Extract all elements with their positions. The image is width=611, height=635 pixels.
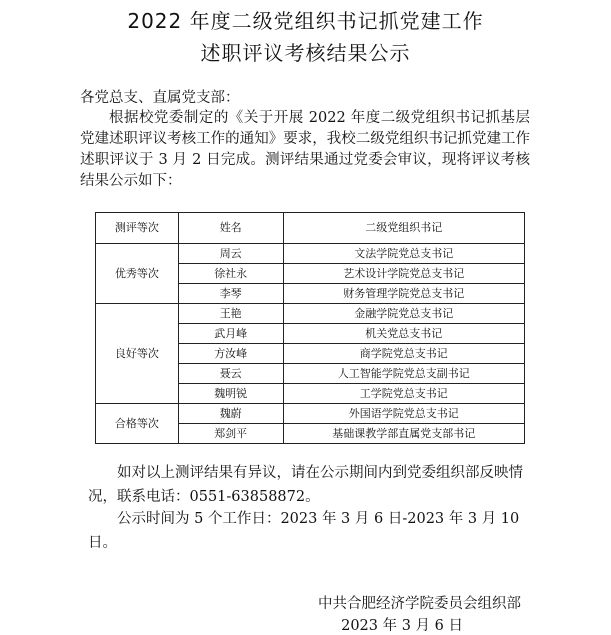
grade-cell: 良好等次 <box>96 304 179 404</box>
name-cell: 方汝峰 <box>178 344 283 364</box>
position-cell: 工学院党总支书记 <box>283 384 524 404</box>
salutation: 各党总支、直属党支部： <box>80 90 240 106</box>
position-cell: 人工智能学院党总支副书记 <box>283 364 524 384</box>
header-grade: 测评等次 <box>96 213 179 244</box>
name-cell: 郑剑平 <box>178 424 283 444</box>
intro-paragraph: 根据校党委制定的《关于开展 2022 年度二级党组织书记抓基层党建述职评议考核工作的通知》要求，我校二级党组织书记抓党建工作述职评议于 3 月 2 日完成。测评结果通过党委会审议，现将评议考核结果公示如下： <box>80 110 530 189</box>
position-cell: 机关党总支书记 <box>283 324 524 344</box>
document-title-line-2: 述职评议考核结果公示 <box>200 41 411 65</box>
header-name: 姓名 <box>178 213 283 244</box>
position-cell: 金融学院党总支书记 <box>283 304 524 324</box>
results-table <box>95 212 525 444</box>
signature-organization: 中共合肥经济学院委员会组织部 <box>318 596 521 612</box>
table-row <box>96 304 525 324</box>
position-cell: 文法学院党总支书记 <box>283 244 524 264</box>
position-cell: 财务管理学院党总支书记 <box>283 284 524 304</box>
objection-paragraph: 如对以上测评结果有异议，请在公示期间内到党委组织部反映情况，联系电话：0551-63858872。 <box>88 465 523 505</box>
name-cell: 聂云 <box>178 364 283 384</box>
document-title-line-1: 2022 年度二级党组织书记抓党建工作 <box>127 9 484 33</box>
position-cell: 外国语学院党总支书记 <box>283 404 524 424</box>
header-position: 二级党组织书记 <box>283 213 524 244</box>
grade-cell: 优秀等次 <box>96 244 179 304</box>
table-row <box>96 404 525 424</box>
position-cell: 艺术设计学院党总支书记 <box>283 264 524 284</box>
name-cell: 王艳 <box>178 304 283 324</box>
name-cell: 武月峰 <box>178 324 283 344</box>
position-cell: 商学院党总支书记 <box>283 344 524 364</box>
table-header-row <box>96 213 525 244</box>
signature-date: 2023 年 3 月 6 日 <box>341 618 463 634</box>
name-cell: 魏明锐 <box>178 384 283 404</box>
name-cell: 周云 <box>178 244 283 264</box>
publicity-period-paragraph: 公示时间为 5 个工作日：2023 年 3 月 6 日-2023 年 3 月 10 日。 <box>88 511 520 551</box>
name-cell: 魏蔚 <box>178 404 283 424</box>
grade-cell: 合格等次 <box>96 404 179 444</box>
name-cell: 李琴 <box>178 284 283 304</box>
name-cell: 徐社永 <box>178 264 283 284</box>
position-cell: 基础课教学部直属党支部书记 <box>283 424 524 444</box>
table-row <box>96 244 525 264</box>
